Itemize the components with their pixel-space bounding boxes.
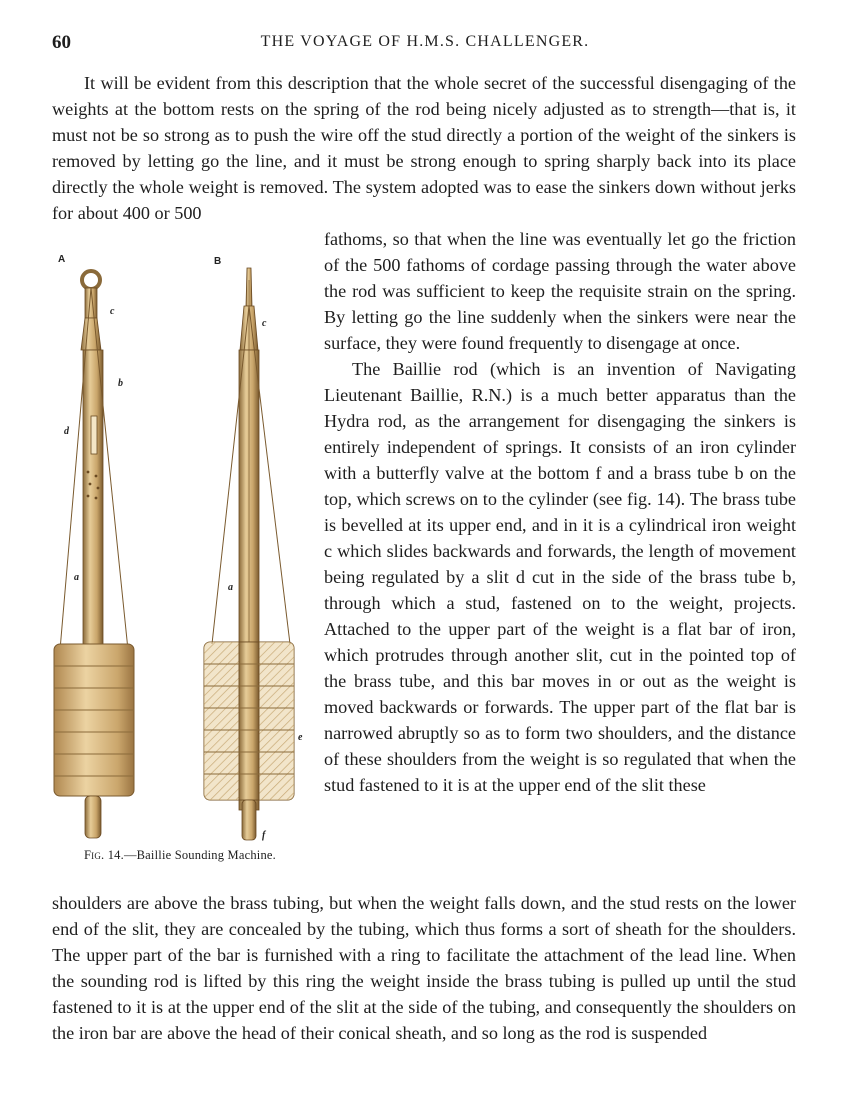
lifting-ring bbox=[82, 271, 100, 289]
svg-text:f: f bbox=[262, 830, 266, 841]
svg-text:d: d bbox=[64, 426, 69, 437]
figure-caption bbox=[84, 848, 276, 863]
right-column bbox=[324, 226, 796, 798]
device-a bbox=[54, 254, 134, 838]
svg-text:a: a bbox=[74, 572, 79, 583]
sinkers bbox=[54, 644, 134, 796]
paragraph-top: It will be evident from this description that the whole secret of the successful disengaging of the weights at the bottom rests on the spring of the rod being nicely adjusted as to strength—that is, it must not be so strong as to push the wire off the stud directly a portion of the weight of the sinkers is removed by letting go the line, and it must be strong enough to spring sharply back into its place directly the whole weight is removed. The system adopted was to ease the sinkers down without jerks for about 400 or 500 bbox=[52, 73, 796, 223]
paragraph-continued: fathoms, so that when the line was eventually let go the friction of the 500 fathoms of cordage passing through the water above the rod was sufficient to keep the requisite strain on the spring. By letting go the line suddenly when the sinkers were near the surface, they were found frequently to disengage at once. bbox=[324, 229, 796, 353]
svg-text:e: e bbox=[298, 732, 303, 743]
device-b bbox=[204, 256, 303, 841]
sounding-machine-illustration bbox=[40, 240, 320, 860]
svg-text:b: b bbox=[118, 378, 123, 389]
label-b: B bbox=[214, 256, 222, 267]
brass-tube bbox=[83, 350, 103, 650]
svg-text:a: a bbox=[228, 582, 233, 593]
butterfly-valve-bottom bbox=[85, 796, 101, 838]
figure-title: —Baillie Sounding Machine. bbox=[123, 848, 276, 862]
paragraph-bottom: shoulders are above the brass tubing, but when the weight falls down, and the stud rests on the lower end of the slit, they are concealed by the tubing, which thus forms a sort of sheath for the shoulders. The upper part of the bar is furnished with a ring to facilitate the attachment of the lead line. When the sounding rod is lifted by this ring the weight inside the brass tubing is pulled up until the stud fastened to it is at the upper end of the slit at the side of the tubing, and consequently the shoulders on the iron bar are above the head of their conical sheath, and so long as the rod is suspended bbox=[52, 893, 796, 1043]
page-number: 60 bbox=[52, 32, 71, 53]
slit-d bbox=[91, 416, 97, 454]
svg-text:c: c bbox=[110, 306, 115, 317]
running-title: THE VOYAGE OF H.M.S. CHALLENGER. bbox=[260, 33, 590, 50]
figure-number: Fig. 14. bbox=[84, 848, 124, 862]
paragraph-baillie-rod: The Baillie rod (which is an invention of Navigating Lieutenant Baillie, R.N.) is a much better apparatus than the Hydra rod, as the arrangement for disengaging the sinkers is entirely independent of springs. It consists of an iron cylinder with a butterfly valve at the bottom f and a brass tube b on the top, which screws on to the cylinder (see fig. 14). The brass tube is bevelled at its upper end, and in it is a cylindrical iron weight c which slides backwards and forwards, the length of movement being regulated by a slit d cut in the side of the brass tube b, through which a stud, fastened on to the weight, projects. Attached to the upper part of the weight is a flat bar of iron, which protrudes through another slit, cut in the pointed top of the brass tube, and this bar moves in or out as the weight is moved backwards or forwards. The upper part of the flat bar is narrowed abruptly so as to form two shoulders, and the distance of these shoulders from the weight is so regulated that when the stud fastened to it is at the upper end of the slit these bbox=[324, 359, 796, 795]
svg-text:c: c bbox=[262, 318, 267, 329]
label-a: A bbox=[58, 254, 66, 265]
baillie-sounding-machine-figure bbox=[40, 240, 320, 860]
